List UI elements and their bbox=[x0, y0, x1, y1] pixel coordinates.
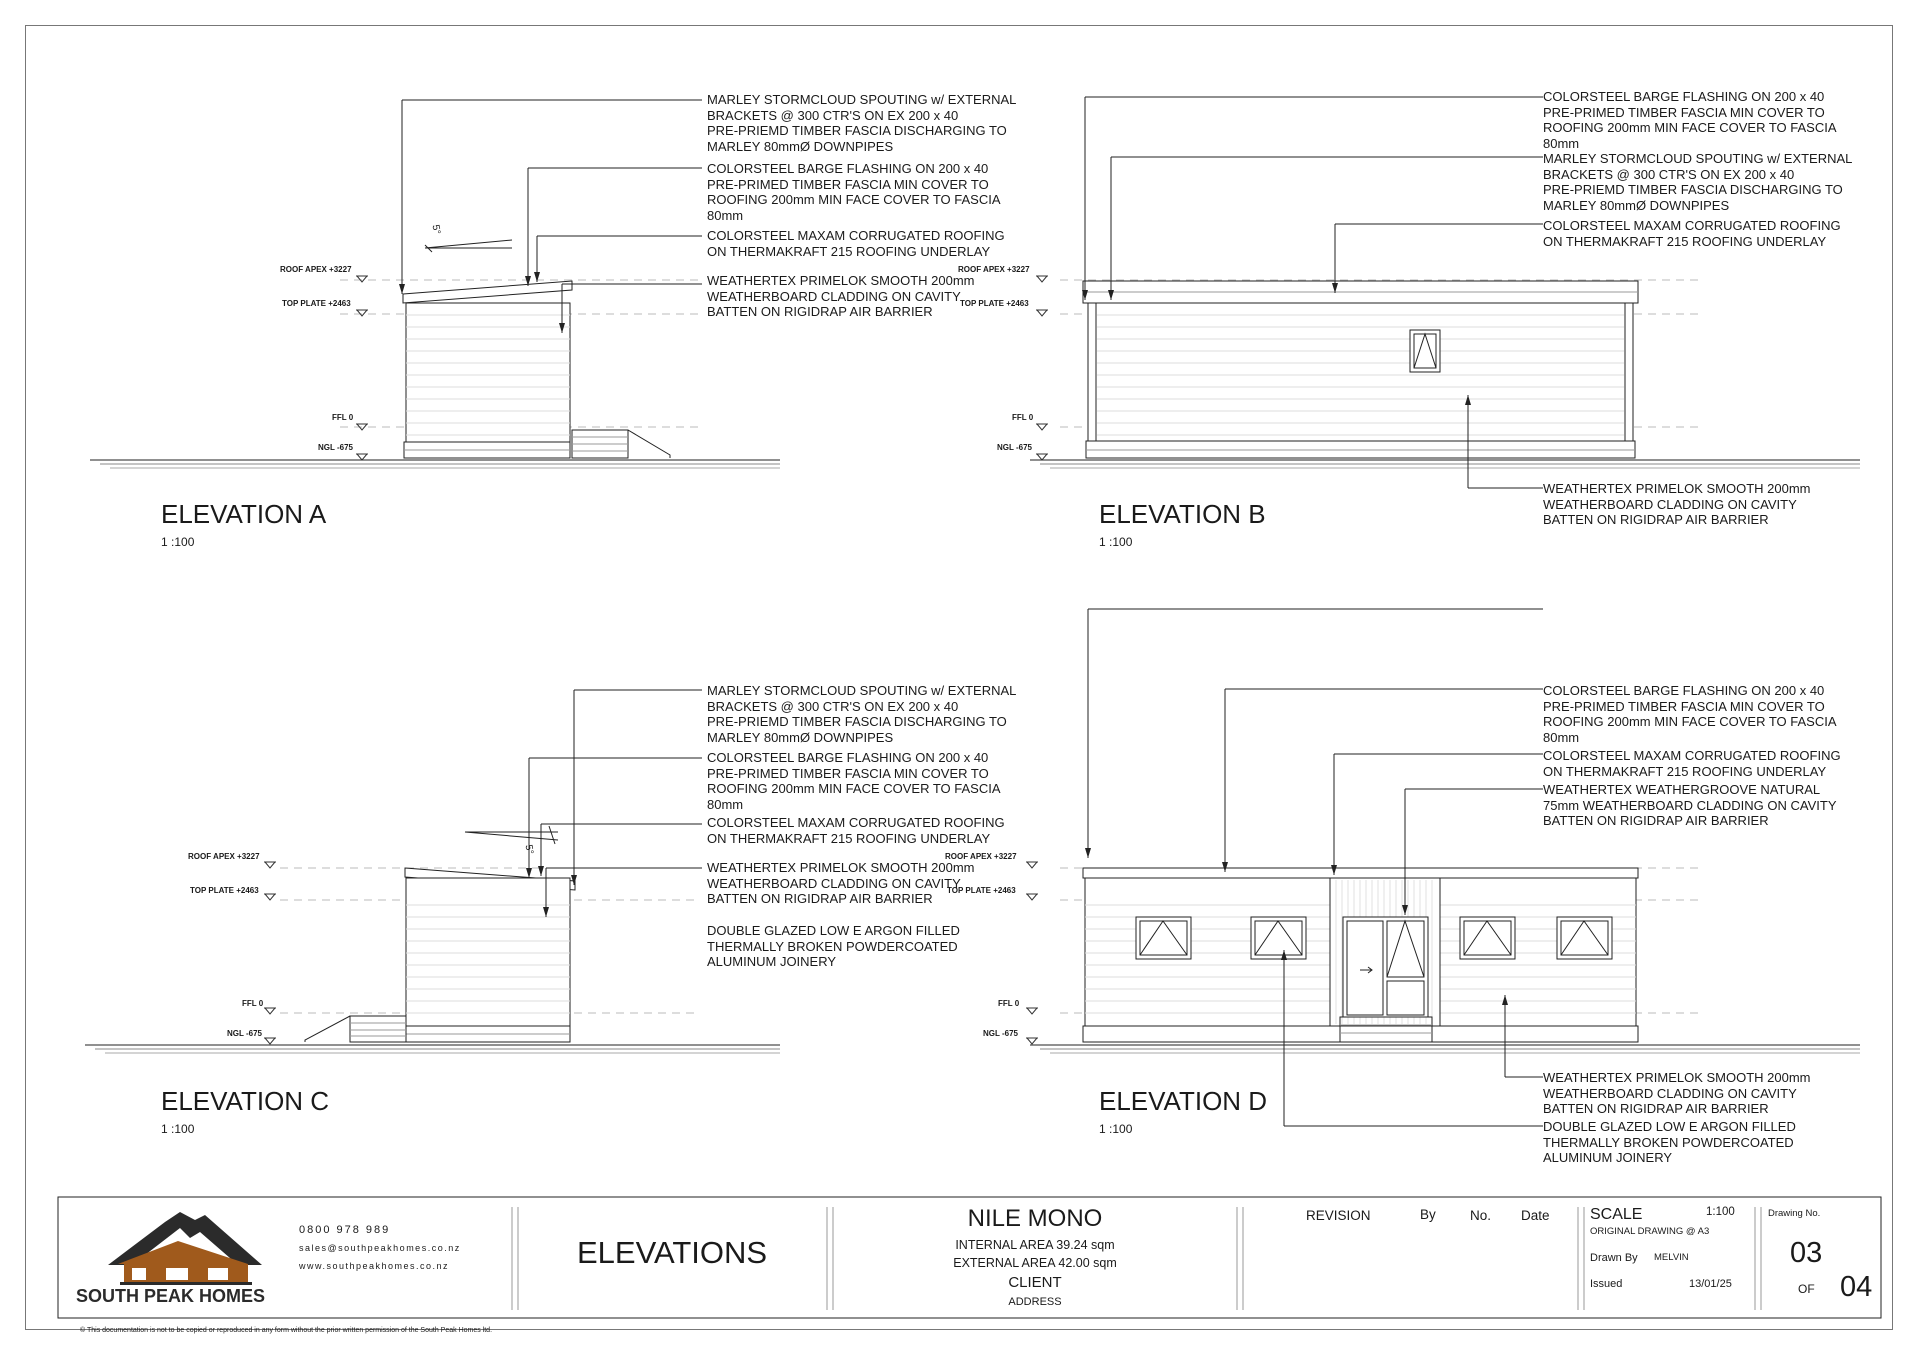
elevation-d-note-cladding: WEATHERTEX PRIMELOK SMOOTH 200mm WEATHERBOARD CLADDING ON CAVITY BATTEN ON RIGIDRAP AIR BARRIER bbox=[1543, 1070, 1811, 1116]
company-logo-mark bbox=[108, 1212, 262, 1285]
elevation-c-scale: 1 :100 bbox=[161, 1122, 195, 1136]
elevation-a-scale: 1 :100 bbox=[161, 535, 195, 549]
elevation-a-drawing bbox=[90, 100, 780, 468]
revision-by-header: By bbox=[1420, 1207, 1436, 1222]
elevation-d-note-joinery: DOUBLE GLAZED LOW E ARGON FILLED THERMALLY BROKEN POWDERCOATED ALUMINUM JOINERY bbox=[1543, 1119, 1796, 1165]
elevation-c-title: ELEVATION C bbox=[161, 1086, 330, 1116]
elevation-a-level-roof-apex: ROOF APEX +3227 bbox=[280, 265, 352, 274]
elevation-a-note-spouting: MARLEY STORMCLOUD SPOUTING w/ EXTERNAL BRACKETS @ 300 CTR'S ON EX 200 x 40 PRE-PRIEMD TIMBER FASCIA DISCHARGING TO MARLEY 80mmØ DOWNPIPES bbox=[707, 92, 1017, 154]
scale-label: SCALE bbox=[1590, 1206, 1643, 1223]
elevation-d-note-roofing: COLORSTEEL MAXAM CORRUGATED ROOFING ON THERMAKRAFT 215 ROOFING UNDERLAY bbox=[1543, 748, 1841, 779]
elevation-c-note-spouting: MARLEY STORMCLOUD SPOUTING w/ EXTERNAL BRACKETS @ 300 CTR'S ON EX 200 x 40 PRE-PRIEMD TIMBER FASCIA DISCHARGING TO MARLEY 80mmØ DOWNPIPES bbox=[707, 683, 1017, 745]
company-email: sales@southpeakhomes.co.nz bbox=[299, 1243, 461, 1253]
elevation-b-note-roofing: COLORSTEEL MAXAM CORRUGATED ROOFING ON THERMAKRAFT 215 ROOFING UNDERLAY bbox=[1543, 218, 1841, 249]
company-website: www.southpeakhomes.co.nz bbox=[299, 1261, 450, 1271]
revision-date-header: Date bbox=[1521, 1208, 1550, 1223]
elevation-c-note-cladding: WEATHERTEX PRIMELOK SMOOTH 200mm WEATHERBOARD CLADDING ON CAVITY BATTEN ON RIGIDRAP AIR BARRIER bbox=[707, 860, 975, 906]
elevation-b-level-ffl: FFL 0 bbox=[1012, 413, 1034, 422]
elevation-a-level-ffl: FFL 0 bbox=[332, 413, 354, 422]
elevation-b-title: ELEVATION B bbox=[1099, 499, 1266, 529]
elevation-a-title: ELEVATION A bbox=[161, 499, 327, 529]
elevation-c-level-top-plate: TOP PLATE +2463 bbox=[190, 886, 259, 895]
elevation-a-note-roofing: COLORSTEEL MAXAM CORRUGATED ROOFING ON THERMAKRAFT 215 ROOFING UNDERLAY bbox=[707, 228, 1005, 259]
internal-area: INTERNAL AREA 39.24 sqm bbox=[955, 1238, 1115, 1252]
revision-no-header: No. bbox=[1470, 1208, 1492, 1223]
drawn-by-label: Drawn By bbox=[1590, 1252, 1638, 1264]
company-name: SOUTH PEAK HOMES bbox=[76, 1286, 266, 1306]
elevation-d-level-top-plate: TOP PLATE +2463 bbox=[947, 886, 1016, 895]
of-label: OF bbox=[1798, 1282, 1815, 1296]
elevation-b-level-roof-apex: ROOF APEX +3227 bbox=[958, 265, 1030, 274]
elevation-c-note-roofing: COLORSTEEL MAXAM CORRUGATED ROOFING ON THERMAKRAFT 215 ROOFING UNDERLAY bbox=[707, 815, 1005, 846]
elevation-c-note-joinery: DOUBLE GLAZED LOW E ARGON FILLED THERMALLY BROKEN POWDERCOATED ALUMINUM JOINERY bbox=[707, 923, 960, 969]
elevation-d-title: ELEVATION D bbox=[1099, 1086, 1268, 1116]
project-name: NILE MONO bbox=[967, 1205, 1103, 1232]
company-phone: 0800 978 989 bbox=[299, 1224, 391, 1236]
elevation-b-note-spouting: MARLEY STORMCLOUD SPOUTING w/ EXTERNAL BRACKETS @ 300 CTR'S ON EX 200 x 40 PRE-PRIEMD TIMBER FASCIA DISCHARGING TO MARLEY 80mmØ DOWNPIPES bbox=[1543, 151, 1853, 213]
elevation-d-scale: 1 :100 bbox=[1099, 1122, 1133, 1136]
elevation-c-roof-pitch: 5° bbox=[522, 843, 536, 856]
elevation-a-level-ngl: NGL -675 bbox=[318, 443, 353, 452]
elevation-b-scale: 1 :100 bbox=[1099, 535, 1133, 549]
scale-value: 1:100 bbox=[1706, 1206, 1735, 1218]
elevation-c-level-roof-apex: ROOF APEX +3227 bbox=[188, 852, 260, 861]
client-label: CLIENT bbox=[1008, 1274, 1062, 1291]
elevation-d-level-ngl: NGL -675 bbox=[983, 1029, 1018, 1038]
issued-label: Issued bbox=[1590, 1278, 1623, 1290]
issued-date: 13/01/25 bbox=[1689, 1278, 1732, 1290]
elevation-b-note-cladding: WEATHERTEX PRIMELOK SMOOTH 200mm WEATHERBOARD CLADDING ON CAVITY BATTEN ON RIGIDRAP AIR BARRIER bbox=[1543, 481, 1811, 527]
elevation-d-note-weathergroove: WEATHERTEX WEATHERGROOVE NATURAL 75mm WEATHERBOARD CLADDING ON CAVITY BATTEN ON RIGIDRAP AIR BARRIER bbox=[1543, 782, 1837, 828]
elevation-a-note-barge-flashing: COLORSTEEL BARGE FLASHING ON 200 x 40 PRE-PRIMED TIMBER FASCIA MIN COVER TO ROOFING 200mm MIN FACE COVER TO FASCIA 80mm bbox=[707, 161, 1001, 223]
sheet-title: ELEVATIONS bbox=[577, 1235, 768, 1270]
drawn-by-value: MELVIN bbox=[1654, 1252, 1689, 1263]
elevation-b-level-top-plate: TOP PLATE +2463 bbox=[960, 299, 1029, 308]
drawing-number-label: Drawing No. bbox=[1768, 1208, 1821, 1219]
elevation-a-roof-pitch: 5° bbox=[429, 223, 443, 236]
elevation-a-note-cladding: WEATHERTEX PRIMELOK SMOOTH 200mm WEATHERBOARD CLADDING ON CAVITY BATTEN ON RIGIDRAP AIR BARRIER bbox=[707, 273, 975, 319]
address-label: ADDRESS bbox=[1008, 1296, 1062, 1308]
elevation-c-drawing bbox=[85, 690, 780, 1053]
elevation-d-level-ffl: FFL 0 bbox=[998, 999, 1020, 1008]
external-area: EXTERNAL AREA 42.00 sqm bbox=[953, 1256, 1117, 1270]
elevation-c-note-barge-flashing: COLORSTEEL BARGE FLASHING ON 200 x 40 PRE-PRIMED TIMBER FASCIA MIN COVER TO ROOFING 200mm MIN FACE COVER TO FASCIA 80mm bbox=[707, 750, 1001, 812]
elevation-b-level-ngl: NGL -675 bbox=[997, 443, 1032, 452]
copyright-notice: © This documentation is not to be copied or reproduced in any form without the prior written permission of the South Peak Homes ltd. bbox=[80, 1327, 493, 1334]
total-drawings: 04 bbox=[1840, 1271, 1873, 1303]
elevation-a-level-top-plate: TOP PLATE +2463 bbox=[282, 299, 351, 308]
original-drawing-size: ORIGINAL DRAWING @ A3 bbox=[1590, 1226, 1710, 1237]
elevation-b-note-barge-flashing: COLORSTEEL BARGE FLASHING ON 200 x 40 PRE-PRIMED TIMBER FASCIA MIN COVER TO ROOFING 200mm MIN FACE COVER TO FASCIA 80mm bbox=[1543, 89, 1837, 151]
drawing-number: 03 bbox=[1790, 1237, 1823, 1269]
elevation-c-level-ngl: NGL -675 bbox=[227, 1029, 262, 1038]
revision-header: REVISION bbox=[1306, 1208, 1371, 1223]
elevation-d-level-roof-apex: ROOF APEX +3227 bbox=[945, 852, 1017, 861]
elevation-d-note-barge-flashing: COLORSTEEL BARGE FLASHING ON 200 x 40 PRE-PRIMED TIMBER FASCIA MIN COVER TO ROOFING 200mm MIN FACE COVER TO FASCIA 80mm bbox=[1543, 683, 1837, 745]
elevation-c-level-ffl: FFL 0 bbox=[242, 999, 264, 1008]
